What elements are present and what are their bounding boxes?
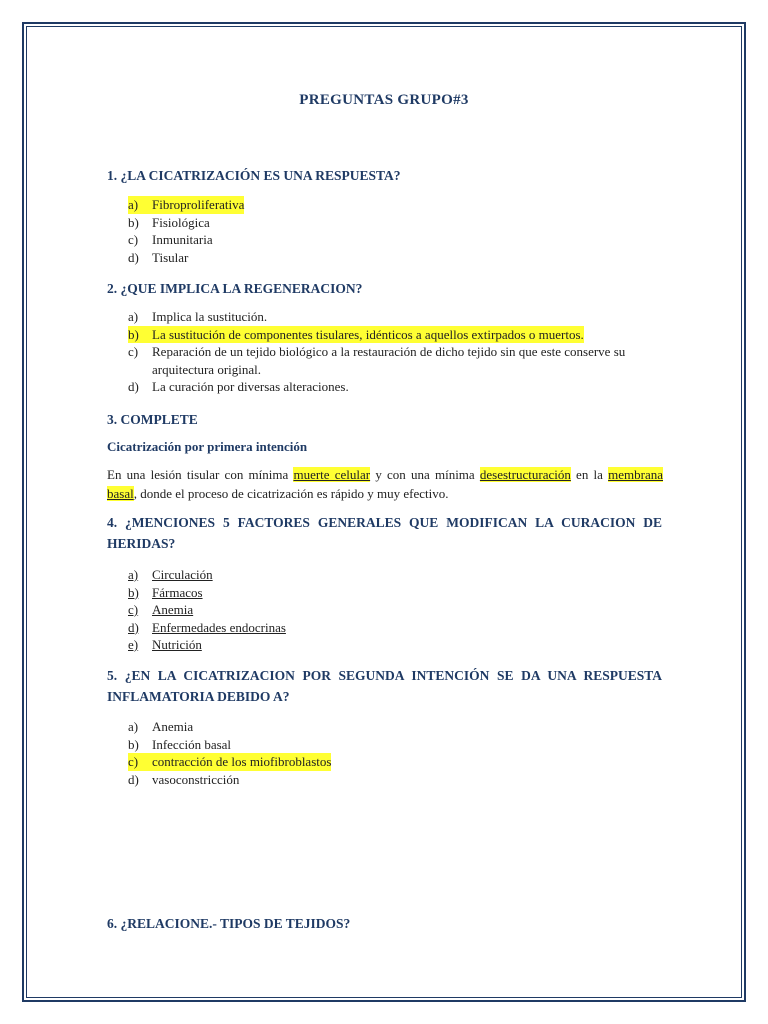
option-item [128, 196, 244, 214]
question-2-options [128, 308, 663, 396]
option-text: Infección basal [152, 736, 232, 752]
option-letter: c) [128, 602, 139, 617]
option-letter: c) [128, 232, 139, 247]
option-letter: a) [128, 309, 139, 324]
question-3: 3. COMPLETE [107, 412, 198, 427]
option-item [128, 566, 286, 584]
paragraph-text: , donde el proceso de cicatrización es rápido y muy efectivo. [133, 486, 449, 501]
option-item [128, 326, 663, 344]
option-letter: d) [128, 619, 139, 635]
option-item [128, 718, 331, 736]
option-item [128, 249, 244, 267]
option-text: La curación por diversas alteraciones. [152, 379, 349, 394]
question-5-options [128, 718, 331, 788]
option-item [128, 619, 286, 637]
option-text: vasoconstricción [152, 771, 240, 787]
option-letter: c) [128, 344, 139, 359]
option-letter: d) [128, 379, 139, 394]
question-5: 5. ¿EN LA CICATRIZACION POR SEGUNDA INTENCIÓN SE DA UNA RESPUESTA INFLAMATORIA DEBIDO A? [107, 668, 662, 704]
paragraph-text: En una lesión tisular con mínima [107, 467, 294, 482]
option-text: La sustitución de componentes tisulares, idénticos a aquellos extirpados o muertos. [152, 326, 584, 342]
option-item [128, 636, 286, 654]
option-text: Fibroproliferativa [152, 197, 245, 212]
option-text: Anemia [152, 719, 194, 734]
answer-fill: desestructuración [479, 467, 571, 482]
option-letter: b) [128, 584, 139, 600]
question-1: 1. ¿LA CICATRIZACIÓN ES UNA RESPUESTA? [107, 168, 401, 183]
option-letter: b) [128, 326, 139, 342]
option-text: Nutrición [152, 637, 202, 652]
paragraph-text: en la [570, 467, 609, 482]
option-letter: a) [128, 197, 139, 212]
option-letter: b) [128, 214, 139, 230]
option-item [128, 736, 331, 754]
option-letter: a) [128, 719, 139, 734]
option-letter: b) [128, 736, 139, 752]
option-item [128, 308, 663, 326]
option-text: Anemia [152, 602, 194, 617]
question-4: 4. ¿MENCIONES 5 FACTORES GENERALES QUE MODIFICAN LA CURACION DE HERIDAS? [107, 515, 662, 551]
option-text: Fármacos [152, 584, 203, 600]
option-item [128, 753, 331, 771]
question-1-options [128, 196, 244, 266]
option-text: Reparación de un tejido biológico a la restauración de dicho tejido sin que este conserve su arquitectura original. [152, 344, 626, 377]
option-item [128, 214, 244, 232]
option-item [128, 343, 663, 378]
answer-fill: membrana basal [107, 467, 663, 501]
option-item [128, 771, 331, 789]
question-4-options [128, 566, 286, 654]
page-title: PREGUNTAS GRUPO#3 [299, 92, 469, 108]
option-letter: e) [128, 637, 139, 652]
option-text: Circulación [152, 567, 213, 582]
option-text: Implica la sustitución. [152, 309, 268, 324]
paragraph-text: y con una mínima [370, 467, 480, 482]
option-letter: d) [128, 771, 139, 787]
option-text: Tisular [152, 249, 189, 265]
option-item [128, 601, 286, 619]
question-6: 6. ¿RELACIONE.- TIPOS DE TEJIDOS? [107, 916, 351, 931]
option-text: Enfermedades endocrinas [152, 619, 286, 635]
question-2: 2. ¿QUE IMPLICA LA REGENERACION? [107, 281, 363, 296]
option-letter: c) [128, 754, 139, 769]
option-item [128, 584, 286, 602]
option-letter: a) [128, 567, 139, 582]
option-text: Inmunitaria [152, 232, 213, 247]
option-letter: d) [128, 249, 139, 265]
option-text: contracción de los miofibroblastos [152, 754, 332, 769]
option-item [128, 378, 663, 396]
option-item [128, 231, 244, 249]
question-3-paragraph [107, 465, 663, 503]
option-text: Fisiológica [152, 214, 210, 230]
answer-fill: muerte celular [293, 467, 371, 482]
question-3-subtitle: Cicatrización por primera intención [107, 439, 308, 454]
